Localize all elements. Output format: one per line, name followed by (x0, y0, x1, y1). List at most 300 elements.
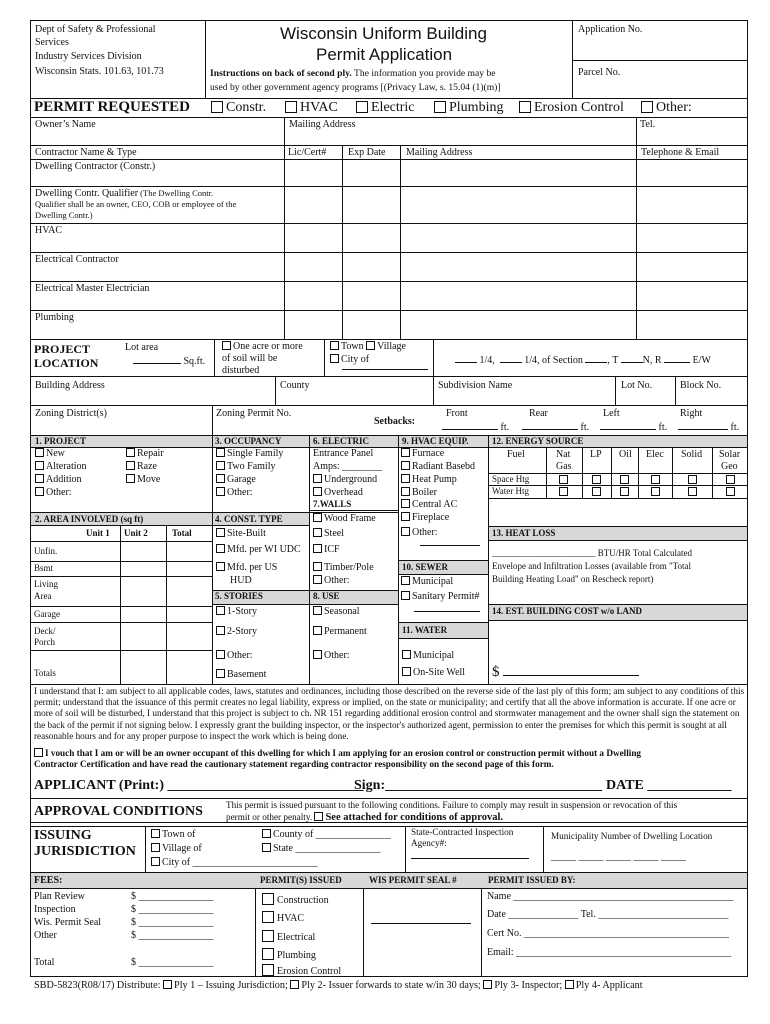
rear-field[interactable] (522, 422, 589, 434)
project-option[interactable] (35, 487, 72, 499)
form-subtitle: Permit Application (316, 45, 453, 64)
dept-line: Industry Services Division (35, 51, 142, 62)
qualifier-label (35, 188, 213, 200)
option-label: 2-Story (227, 626, 257, 637)
checkbox[interactable] (313, 474, 322, 483)
checkbox[interactable] (216, 544, 225, 553)
checkbox[interactable] (688, 487, 697, 496)
checkbox[interactable] (592, 475, 601, 484)
ply-label: Ply 1 – Issuing Jurisdiction; (174, 980, 288, 991)
lot-no-label: Lot No. (621, 380, 653, 391)
checkbox[interactable] (262, 843, 271, 852)
jurisdiction-state[interactable] (262, 843, 381, 855)
setbacks-label: Setbacks: (374, 416, 416, 427)
checkbox[interactable] (592, 487, 601, 496)
checkbox[interactable] (211, 101, 223, 113)
hvac-option[interactable] (401, 448, 444, 460)
checkbox[interactable] (35, 448, 44, 457)
checkbox[interactable] (262, 930, 274, 942)
checkbox[interactable] (216, 461, 225, 470)
checkbox[interactable] (290, 980, 299, 989)
rule (284, 117, 285, 145)
checkbox[interactable] (151, 829, 160, 838)
entrance-panel-label: Entrance Panel (313, 448, 374, 459)
qualifier-note: Dwelling Contr.) (35, 210, 93, 220)
permit-option-label: Plumbing (449, 100, 504, 115)
stories-option[interactable] (216, 669, 266, 681)
form-title: Wisconsin Uniform Building (280, 24, 487, 43)
walls-option[interactable] (313, 562, 374, 574)
one-acre-label: One acre or more (233, 341, 303, 352)
sewer-option[interactable] (401, 576, 453, 588)
option-label: HVAC (277, 913, 305, 924)
issued-by-date[interactable]: Date ______________ Tel. __________________________ (487, 909, 729, 920)
certification-text: I understand that I: am subject to all applicable codes, laws, statutes and ordinances, including those described on the reverse side of the last ply of this form; am subject to any conditions of this permit; understand that the issuance of this permit creates no legal liability, express or implied, on the state or municipality; and certify that all the above information is accurate. If one acre or more of soil will be disturbed, I understand that this project is subject to ch. NR 151 regarding additional erosion control and stormwater management and the owner shall sign the statement on the back of the permit if not signing below. I expressly grant the building inspector, or the inspector's authorized agent, permission to enter the premises for which this permit is sought at all reasonable hours and for any proper purpose to inspect the work which is being done. (34, 686, 745, 741)
walls-option[interactable] (313, 528, 344, 540)
checkbox[interactable] (313, 562, 322, 571)
checkbox[interactable] (313, 575, 322, 584)
checkbox[interactable] (35, 487, 44, 496)
project-option[interactable] (126, 461, 157, 473)
energy-checkbox[interactable] (688, 487, 699, 499)
heat-loss-line[interactable]: _______________________ BTU/HR Total Calculated (492, 548, 692, 558)
const-option[interactable] (216, 528, 266, 540)
qualifier-note: Qualifier shall be an owner, CEO, COB or employee of the (35, 199, 237, 209)
fee-field[interactable]: $ _______________ (131, 957, 214, 968)
issued-option[interactable] (262, 948, 316, 962)
owner-mailing-label: Mailing Address (289, 119, 356, 130)
energy-col: Nat (556, 449, 571, 460)
rule (30, 223, 748, 224)
seal-field[interactable] (371, 916, 471, 928)
occupancy-section-title: 3. OCCUPANCY (215, 436, 282, 446)
checkbox[interactable] (356, 101, 368, 113)
issued-by-email[interactable]: Email: ___________________________________________ (487, 947, 732, 958)
rule (615, 376, 616, 405)
issued-option[interactable] (262, 964, 341, 978)
area-row-label: Unfin. (34, 546, 58, 556)
use-option[interactable] (313, 650, 350, 662)
use-option[interactable] (313, 626, 367, 638)
permit-option-label: Erosion Control (534, 100, 624, 115)
checkbox[interactable] (126, 448, 135, 457)
hvac-option[interactable] (401, 512, 449, 524)
dwelling-contractor-label: Dwelling Contractor (Constr.) (35, 161, 156, 172)
hvac-other-field[interactable] (420, 538, 480, 550)
issued-option[interactable] (262, 930, 315, 944)
checkbox[interactable] (651, 475, 660, 484)
option-label: Municipal (413, 650, 455, 661)
cost-section-title: 14. EST. BUILDING COST w/o LAND (492, 606, 642, 616)
electric-option[interactable] (313, 487, 363, 499)
energy-checkbox[interactable] (620, 475, 631, 487)
permit-option-hvac[interactable] (285, 100, 338, 116)
const-option[interactable] (216, 544, 301, 556)
project-option[interactable] (35, 461, 87, 473)
rule (675, 376, 676, 405)
energy-checkbox[interactable] (559, 475, 570, 487)
area-row-label: Area (34, 591, 52, 601)
vouch-text: I vouch that I am or will be an owner occupant of this dwelling for which I am applying for an erosion control or construction permit without a Dwelling (45, 748, 642, 758)
option-label: 1-Story (227, 606, 257, 617)
ft-unit: ft. (500, 422, 510, 433)
right-field[interactable] (678, 422, 739, 434)
energy-col: Gas (556, 461, 572, 472)
water-option[interactable] (402, 667, 465, 679)
fee-label: Other (34, 930, 57, 941)
energy-checkbox[interactable] (688, 475, 699, 487)
use-option[interactable] (313, 606, 360, 618)
checkbox[interactable] (262, 893, 274, 905)
area-col: Unit 1 (86, 528, 110, 538)
energy-row-label: Space Htg (492, 474, 530, 484)
checkbox[interactable] (313, 513, 322, 522)
checkbox[interactable] (216, 669, 225, 678)
hvac-option[interactable] (401, 474, 457, 486)
option-label: Electrical (277, 932, 316, 943)
project-option[interactable] (35, 448, 65, 460)
muni-number-field[interactable]: _____ _____ _____ _____ _____ (551, 851, 686, 862)
checkbox[interactable] (216, 562, 225, 571)
permit-option-label: Constr. (226, 100, 267, 115)
permit-option-constr[interactable] (211, 100, 266, 116)
option-label: Basement (227, 669, 267, 680)
checkbox[interactable] (401, 591, 410, 600)
issued-option[interactable] (262, 911, 304, 925)
option-label: Addition (46, 474, 82, 485)
lot-area-label: Lot area (125, 342, 159, 353)
checkbox[interactable] (401, 474, 410, 483)
checkbox[interactable] (313, 528, 322, 537)
rule (30, 576, 212, 577)
occupancy-option[interactable] (216, 461, 275, 473)
energy-checkbox[interactable] (592, 475, 603, 487)
checkbox[interactable] (620, 487, 629, 496)
hvac-option[interactable] (401, 487, 437, 499)
option-label: Radiant Basebd (412, 461, 476, 472)
walls-option[interactable] (313, 544, 340, 556)
rear-label: Rear (529, 408, 548, 419)
walls-option[interactable] (313, 513, 376, 525)
option-label: Other: (324, 575, 350, 586)
front-field[interactable] (442, 422, 509, 434)
water-option[interactable] (402, 650, 454, 662)
lot-area-field[interactable] (133, 356, 205, 368)
checkbox[interactable] (216, 626, 225, 635)
jurisdiction-village[interactable] (151, 843, 202, 855)
dept-line: Wisconsin Stats. 101.63, 101.73 (35, 66, 164, 77)
checkbox[interactable] (216, 474, 225, 483)
energy-checkbox[interactable] (651, 475, 662, 487)
rule (636, 117, 637, 145)
checkbox[interactable] (151, 843, 160, 852)
footer-distribution (34, 980, 643, 992)
checkbox[interactable] (565, 980, 574, 989)
energy-col: Geo (721, 461, 738, 472)
quarter-label: 1/4, (479, 355, 495, 366)
front-label: Front (446, 408, 468, 419)
rule (212, 604, 398, 605)
option-label: Timber/Pole (324, 562, 374, 573)
occupancy-option[interactable] (216, 448, 283, 460)
checkbox[interactable] (688, 475, 697, 484)
jurisdiction-town[interactable] (151, 829, 195, 841)
option-label: Town of (162, 829, 196, 840)
ft-unit: ft. (730, 422, 740, 433)
rule (30, 117, 748, 118)
sanitary-permit-field[interactable] (414, 604, 480, 616)
checkbox[interactable] (314, 812, 323, 821)
phone-header: Telephone & Email (641, 147, 720, 158)
checkbox[interactable] (401, 448, 410, 457)
heat-loss-line: Building Heating Load" on Rescheck report) (492, 574, 654, 584)
occupancy-option[interactable] (216, 474, 256, 486)
left-field[interactable] (600, 422, 667, 434)
checkbox[interactable] (313, 650, 322, 659)
rule (572, 60, 748, 61)
city-field[interactable] (342, 362, 428, 374)
option-label: On-Site Well (413, 667, 466, 678)
rule (30, 145, 748, 146)
checkbox[interactable] (402, 650, 411, 659)
checkbox[interactable] (216, 448, 225, 457)
energy-checkbox[interactable] (726, 487, 737, 499)
checkbox[interactable] (402, 667, 411, 676)
option-label: Garage (227, 474, 256, 485)
town-label: Town (341, 341, 364, 352)
qualifier-note: (The Dwelling Contr. (138, 188, 214, 198)
checkbox[interactable] (313, 544, 322, 553)
rule (405, 826, 406, 872)
option-label: Site-Built (227, 528, 266, 539)
option-label: Plumbing (277, 950, 316, 961)
agency-label: Agency#: (411, 838, 447, 848)
applicant-date-field[interactable]: DATE ____________ (606, 778, 732, 793)
issued-by-cert[interactable]: Cert No. _________________________________________ (487, 928, 729, 939)
checkbox[interactable] (262, 948, 274, 960)
jurisdiction-city[interactable] (151, 857, 318, 869)
stories-option[interactable] (216, 606, 257, 618)
rule (400, 145, 401, 339)
permit-option-other[interactable] (641, 100, 692, 116)
checkbox[interactable] (126, 474, 135, 483)
checkbox[interactable] (216, 606, 225, 615)
checkbox[interactable] (126, 461, 135, 470)
jurisdiction-title: ISSUING (34, 828, 92, 843)
checkbox[interactable] (313, 487, 322, 496)
checkbox[interactable] (313, 606, 322, 615)
applicant-sign-field[interactable]: Sign:_______________________________ (354, 778, 603, 793)
project-section-title: 1. PROJECT (35, 436, 87, 446)
rule (30, 339, 748, 340)
rule (30, 798, 748, 799)
option-label: Wood Frame (324, 513, 376, 524)
checkbox[interactable] (216, 650, 225, 659)
zoning-district-label: Zoning District(s) (35, 408, 107, 419)
city-label: City of (341, 354, 370, 365)
village-label: Village (377, 341, 406, 352)
checkbox[interactable] (401, 527, 410, 536)
building-address-label: Building Address (35, 380, 105, 391)
amps-field[interactable]: Amps: ________ (313, 461, 383, 472)
energy-col: Solar (719, 449, 741, 460)
option-label: New (46, 448, 65, 459)
stories-option[interactable] (216, 626, 257, 638)
application-no-label: Application No. (578, 24, 643, 35)
permit-option-plumbing[interactable] (434, 100, 503, 116)
rule (433, 376, 434, 405)
owner-vouch[interactable] (34, 748, 641, 759)
permits-issued-title: PERMIT(S) ISSUED (260, 875, 342, 885)
const-option-cont: HUD (230, 575, 252, 586)
checkbox[interactable] (401, 512, 410, 521)
checkbox[interactable] (262, 911, 274, 923)
checkbox[interactable] (651, 487, 660, 496)
occupancy-option[interactable] (216, 487, 253, 499)
checkbox[interactable] (641, 101, 653, 113)
checkbox[interactable] (222, 341, 231, 350)
checkbox[interactable] (401, 576, 410, 585)
energy-checkbox[interactable] (726, 475, 737, 487)
energy-col: Solid (681, 449, 703, 460)
project-option[interactable] (126, 474, 160, 486)
lic-header: Lic/Cert# (288, 147, 327, 158)
agency-field[interactable] (411, 851, 529, 863)
checkbox[interactable] (559, 475, 568, 484)
checkbox[interactable] (35, 461, 44, 470)
rule (284, 145, 285, 339)
checkbox[interactable] (620, 475, 629, 484)
checkbox[interactable] (216, 528, 225, 537)
option-label: City of _________________________ (162, 857, 318, 868)
cost-field[interactable] (492, 664, 639, 681)
rule (30, 622, 212, 623)
hvac-option[interactable] (401, 499, 457, 511)
option-label: Other: (412, 527, 438, 538)
fee-field[interactable]: $ _______________ (131, 930, 214, 941)
hvac-option[interactable] (401, 461, 475, 473)
contractor-name-header: Contractor Name & Type (35, 147, 137, 158)
checkbox[interactable] (401, 461, 410, 470)
walls-option[interactable] (313, 575, 350, 587)
fee-field[interactable]: $ _______________ (131, 891, 214, 902)
rule (30, 159, 748, 160)
checkbox[interactable] (35, 474, 44, 483)
checkbox[interactable] (151, 857, 160, 866)
project-option[interactable] (126, 448, 164, 460)
issued-by-name[interactable]: Name ____________________________________________ (487, 891, 734, 902)
fee-label: Wis. Permit Seal (34, 917, 102, 928)
fee-label: Total (34, 957, 55, 968)
rule (30, 376, 748, 377)
permit-option-electric[interactable] (356, 100, 415, 116)
checkbox[interactable] (726, 487, 735, 496)
checkbox[interactable] (163, 980, 172, 989)
jurisdiction-county[interactable] (262, 829, 391, 841)
checkbox[interactable] (330, 341, 339, 350)
electric-section-title: 6. ELECTRIC (313, 436, 370, 446)
sewer-option[interactable] (401, 591, 480, 603)
checkbox[interactable] (559, 487, 568, 496)
county-label: County (280, 380, 310, 391)
checkbox[interactable] (434, 101, 446, 113)
fee-field[interactable]: $ _______________ (131, 904, 214, 915)
one-acre-checkbox[interactable] (222, 341, 303, 353)
rule (30, 541, 212, 542)
applicant-print-field[interactable]: APPLICANT (Print:) ____________________________ (34, 778, 364, 793)
section-location[interactable]: 1/4, 1/4, of Section , T N, R E/W (455, 355, 711, 367)
issued-option[interactable] (262, 893, 329, 907)
checkbox[interactable] (285, 101, 297, 113)
checkbox[interactable] (401, 487, 410, 496)
option-label: County of _______________ (273, 829, 391, 840)
rule (342, 145, 343, 339)
dollar-sign: $ (492, 664, 500, 680)
area-row-label: Deck/ (34, 626, 56, 636)
qualifier-title: Dwelling Contr. Qualifier (35, 188, 139, 199)
energy-checkbox[interactable] (592, 487, 603, 499)
use-section-title: 8. USE (313, 591, 340, 601)
permit-option-erosion[interactable] (519, 100, 624, 116)
checkbox[interactable] (519, 101, 531, 113)
checkbox[interactable] (366, 341, 375, 350)
fee-label: Inspection (34, 904, 76, 915)
option-label: Village of (162, 843, 202, 854)
rule (120, 525, 121, 684)
hvac-option[interactable] (401, 527, 438, 539)
energy-checkbox[interactable] (651, 487, 662, 499)
rule (145, 826, 146, 872)
checkbox[interactable] (262, 829, 271, 838)
instructions-bold: Instructions on back of second ply. (210, 68, 352, 79)
checkbox[interactable] (330, 354, 339, 363)
checkbox[interactable] (313, 626, 322, 635)
rule (30, 684, 748, 685)
rule (433, 339, 434, 376)
checkbox[interactable] (34, 748, 43, 757)
option-label: State _________________ (273, 843, 381, 854)
area-row-label: Garage (34, 609, 60, 619)
checkbox[interactable] (483, 980, 492, 989)
master-electrician-label: Electrical Master Electrician (35, 283, 150, 294)
project-location-label: PROJECT (34, 342, 91, 356)
const-option[interactable] (216, 562, 277, 574)
fee-field[interactable]: $ _______________ (131, 917, 214, 928)
vouch-text: Contractor Certification and have read the cautionary statement regarding contractor responsibility on the second page of this form. (34, 759, 554, 769)
checkbox[interactable] (726, 475, 735, 484)
electric-option[interactable] (313, 474, 377, 486)
energy-checkbox[interactable] (620, 487, 631, 499)
stories-option[interactable] (216, 650, 253, 662)
town-village[interactable] (330, 341, 406, 353)
walls-section-title: 7.WALLS (313, 499, 352, 509)
option-label: Move (137, 474, 161, 485)
option-label: Two Family (227, 461, 276, 472)
heat-loss-line: Envelope and Infiltration Losses (available from "Total (492, 561, 691, 571)
checkbox[interactable] (262, 964, 274, 976)
checkbox[interactable] (216, 487, 225, 496)
rule (30, 281, 748, 282)
checkbox[interactable] (401, 499, 410, 508)
energy-col: LP (590, 449, 602, 460)
energy-checkbox[interactable] (559, 487, 570, 499)
rule (488, 620, 748, 621)
instructions-rest: The information you provide may be (351, 68, 496, 79)
project-location-label: LOCATION (34, 356, 99, 370)
project-option[interactable] (35, 474, 82, 486)
option-label: Municipal (412, 576, 454, 587)
rule (30, 310, 748, 311)
